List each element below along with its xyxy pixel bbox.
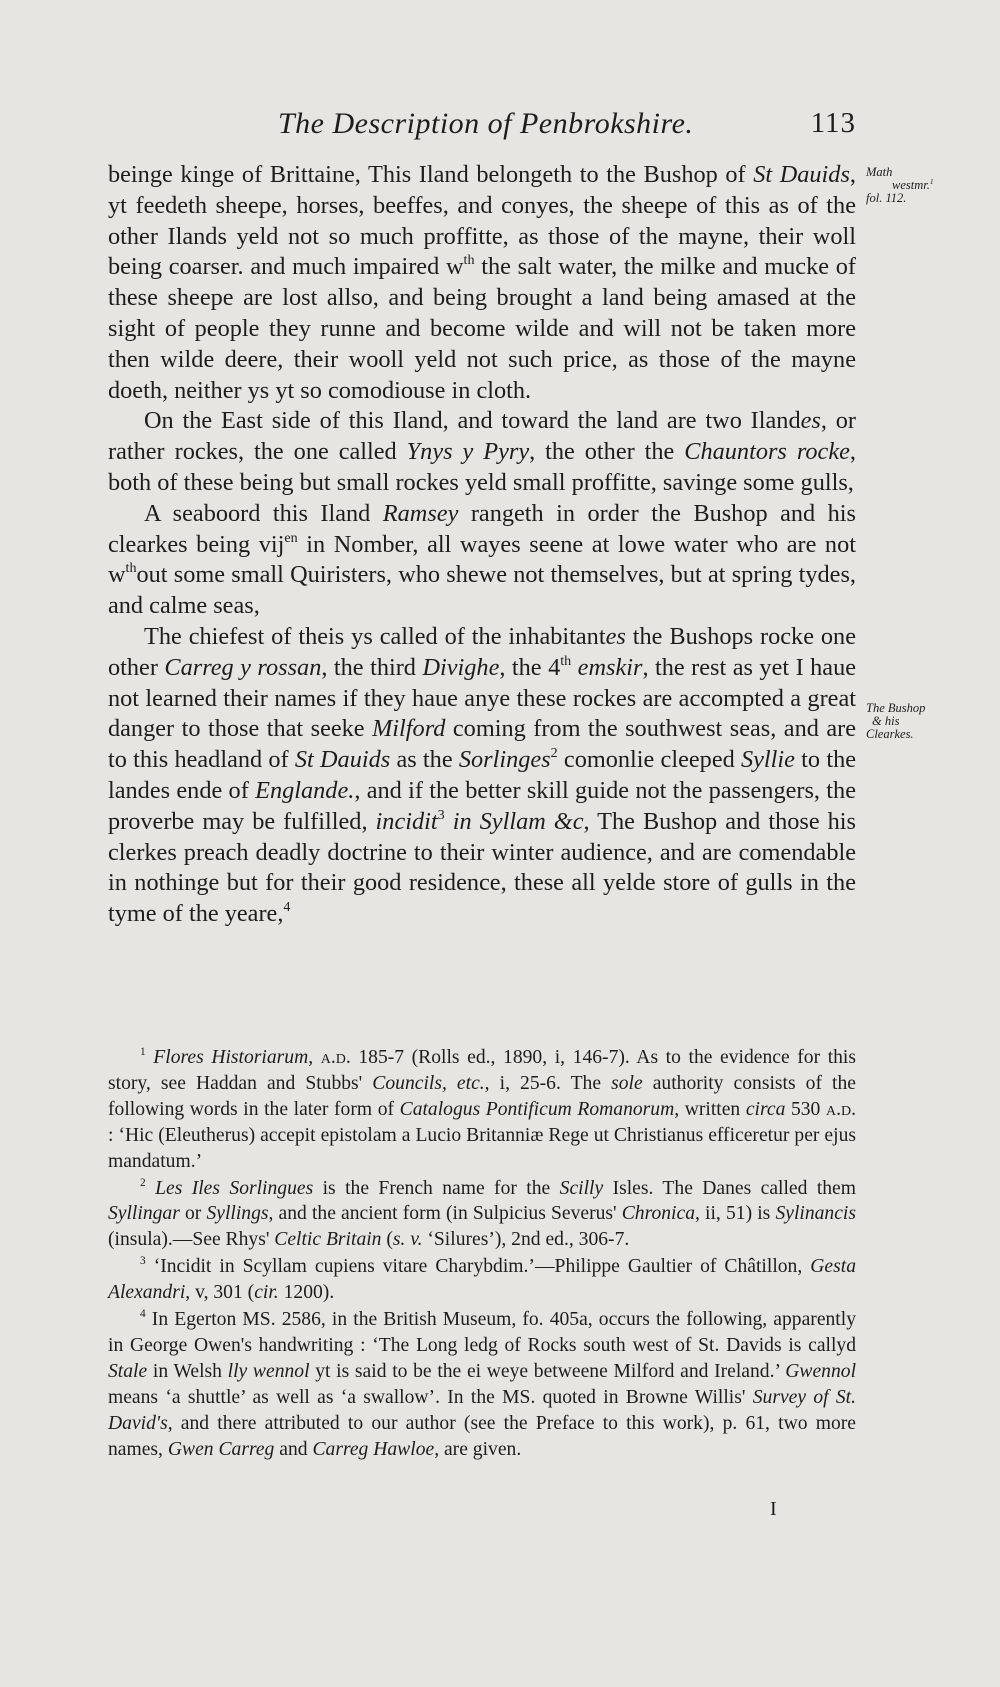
footnotes	[108, 1045, 856, 1464]
paragraph-4: The chiefest of theis ys called of the inhabitantes the Bushops rocke one other Carreg y rossan, the third Divighe, the 4th emskir, the rest as yet I haue not learned their names if they haue anye these rockes are accompted a great danger to those that seeke Milford coming from the southwest seas, and are to this headland of St Dauids as the Sorlinges$^2$ comonlie cleeped Syllie to the landes ende of Englande., and if the better skill guide not the passengers, the proverbe may be fulfilled, incidit$^3$ in Syllam &c, The Bushop and those his clerkes preach deadly doctrine to their winter audience, and are comendable in nothinge but for their good residence, these all yelde store of gulls in the tyme of the yeare,$^4$	[108, 622, 857, 928]
margin-note-math-westmr: Math westmr.$^1$ fol. 112.	[866, 165, 934, 205]
footnote-3: $^3$ ‘Incidit in Scyllam cupiens vitare Charybdim.’—Philippe Gaultier of Châtillon, Gesta Alexandri, v, 301 (cir. 1200).	[108, 1255, 856, 1304]
paragraph-3: A seaboord this Iland Ramsey rangeth in order the Bushop and his clearkes being vij$^{en}$ in Nomber, all wayes seene at lowe water who are not $w^{th}out$ some small Quiristers, who shewe not themselves, but at spring tydes, and calme seas,	[108, 499, 856, 620]
signature-mark: I	[770, 1498, 777, 1520]
paragraph-2: On the East side of this Iland, and toward the land are two Ilandes, or rather rockes, the one called Ynys y Pyry, the other the Chauntors rocke, both of these being but small rockes yeld small proffitte, savinge some gulls,	[108, 407, 857, 496]
running-title: The Description of Penbrokshire.	[278, 107, 694, 140]
paragraph-1: beinge kinge of Brittaine, This Iland belongeth to the Bushop of St Dauids, yt feedeth sheepe, horses, beeffes, and conyes, the sheepe of this as of the other Ilands yeld not so much proffitte, as those of the mayne, their woll being coarser. and much impaired $w^{th}$ the salt water, the milke and mucke of these sheepe are lost allso, and being brought a land being amased at the sight of people they runne and become wilde and will not be taken more then wilde deere, their wooll yeld not such price, as those of the mayne doeth, neither ys yt so comodiouse in cloth.	[108, 161, 856, 404]
footnote-2: $^2$ Les Iles Sorlingues is the French name for the Scilly Isles. The Danes called them Syllingar or Syllings, and the ancient form (in Sulpicius Severus' Chronica, ii, 51) is Sylinancis (insula).—See Rhys' Celtic Britain (s. v. ‘Silures’), 2nd ed., 306-7.	[108, 1176, 856, 1251]
margin-note-bushop-clearkes: The Bushop & his Clearkes.	[866, 701, 926, 741]
running-head	[108, 103, 856, 143]
main-text	[108, 160, 856, 930]
footnote-4: $^4$ In Egerton MS. 2586, in the British Museum, fo. 405a, occurs the following, apparently in George Owen's handwriting : ‘The Long ledg of Rocks south west of St. Davids is callyd Stale in Welsh lly wennol yt is said to be the ei weye betweene Milford and Ireland.’ Gwennol means ‘a shuttle’ as well as ‘a swallow’. In the MS. quoted in Browne Willis' Survey of St. David's, and there attributed to our author (see the Preface to this work), p. 61, two more names, Gwen Carreg and Carreg Hawloe, are given.	[108, 1308, 857, 1460]
page-number: 113	[810, 107, 856, 139]
footnote-1: $^1$ Flores Historiarum, a.d. 185-7 (Rolls ed., 1890, i, 146-7). As to the evidence for this story, see Haddan and Stubbs' Councils, etc., i, 25-6. The sole authority consists of the following words in the later form of Catalogus Pontificum Romanorum, written circa 530 a.d. : ‘Hic (Eleutherus) accepit epistolam a Lucio Britanniæ Rege ut Christianus efficeretur per ejus mandatum.’	[108, 1046, 856, 1172]
